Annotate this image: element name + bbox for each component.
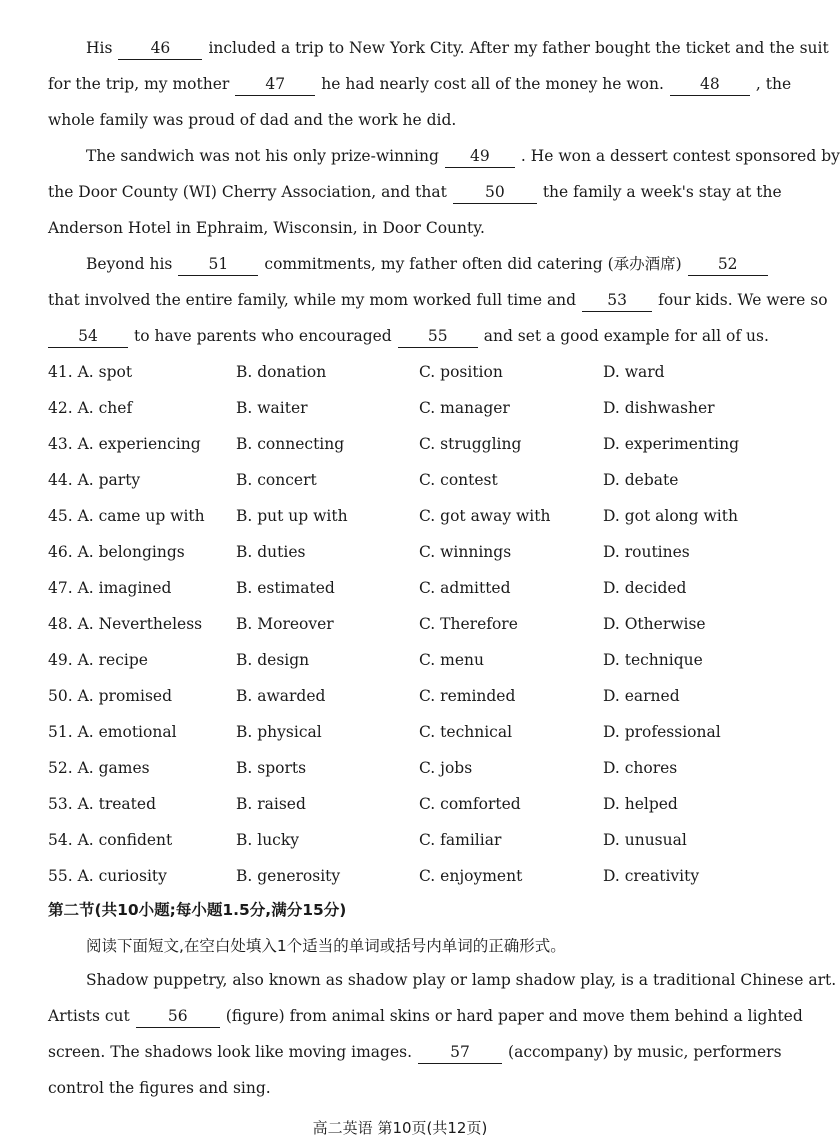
option-row-46: 46. A. belongings B. duties C. winnings D. routines [48, 543, 690, 561]
blank-55: 55 [398, 325, 478, 348]
blank-57: 57 [418, 1041, 502, 1064]
option-row-55: 55. A. curiosity B. generosity C. enjoyment D. creativity [48, 867, 700, 885]
passage-line-8: that involved the entire family, while my mom worked full time and 53 four kids. We were so [48, 282, 768, 318]
blank-49: 49 [445, 145, 515, 168]
option-row-54: 54. A. confident B. lucky C. familiar D. unusual [48, 831, 687, 849]
blank-48: 48 [670, 73, 750, 96]
blank-50: 50 [453, 181, 537, 204]
option-row-52: 52. A. games B. sports C. jobs D. chores [48, 759, 678, 777]
blank-56: 56 [136, 1005, 220, 1028]
option-row-50: 50. A. promised B. awarded C. reminded D. earned [48, 687, 680, 705]
option-row-41: 41. A. spot B. donation C. position D. ward [48, 363, 665, 381]
blank-52: 52 [688, 253, 768, 276]
option-row-45: 45. A. came up with B. put up with C. got away with D. got along with [48, 507, 738, 525]
page-footer: 高二英语 第10页(共12页) [312, 1119, 488, 1137]
passage-line-2: for the trip, my mother 47 he had nearly cost all of the money he won. 48 , the [48, 66, 768, 102]
passage-line-1: His 46 included a trip to New York City. After my father bought the ticket and the suit [86, 30, 768, 66]
passage-line-7: Beyond his 51 commitments, my father often did catering (承办酒席) 52 [86, 246, 768, 282]
option-row-53: 53. A. treated B. raised C. comforted D. helped [48, 795, 678, 813]
blank-47: 47 [235, 73, 315, 96]
blank-53: 53 [582, 289, 652, 312]
section2-line-2: Artists cut 56 (figure) from animal skins or hard paper and move them behind a lighted [48, 998, 768, 1034]
passage-line-3: whole family was proud of dad and the work he did. [48, 111, 457, 129]
passage-line-5: the Door County (WI) Cherry Association, and that 50 the family a week's stay at the [48, 174, 768, 210]
option-row-42: 42. A. chef B. waiter C. manager D. dishwasher [48, 399, 715, 417]
passage-line-9: 54 to have parents who encouraged 55 and set a good example for all of us. [48, 318, 768, 354]
option-row-49: 49. A. recipe B. design C. menu D. technique [48, 651, 703, 669]
option-row-44: 44. A. party B. concert C. contest D. debate [48, 471, 679, 489]
section-instruction: 阅读下面短文,在空白处填入1个适当的单词或括号内单词的正确形式。 [86, 937, 566, 955]
passage-line-4: The sandwich was not his only prize-winning 49 . He won a dessert contest sponsored by [86, 138, 768, 174]
option-row-43: 43. A. experiencing B. connecting C. struggling D. experimenting [48, 435, 740, 453]
blank-54: 54 [48, 325, 128, 348]
section2-line-3: screen. The shadows look like moving images. 57 (accompany) by music, performers [48, 1034, 768, 1070]
option-row-48: 48. A. Nevertheless B. Moreover C. Therefore D. Otherwise [48, 615, 706, 633]
blank-51: 51 [178, 253, 258, 276]
blank-46: 46 [118, 37, 202, 60]
section2-line-4: control the figures and sing. [48, 1079, 271, 1097]
option-row-51: 51. A. emotional B. physical C. technical D. professional [48, 723, 721, 741]
option-row-47: 47. A. imagined B. estimated C. admitted D. decided [48, 579, 687, 597]
passage-line-6: Anderson Hotel in Ephraim, Wisconsin, in Door County. [48, 219, 485, 237]
section2-line-1: Shadow puppetry, also known as shadow play or lamp shadow play, is a traditional Chinese art. [86, 971, 837, 989]
section-heading: 第二节(共10小题;每小题1.5分,满分15分) [48, 901, 347, 919]
